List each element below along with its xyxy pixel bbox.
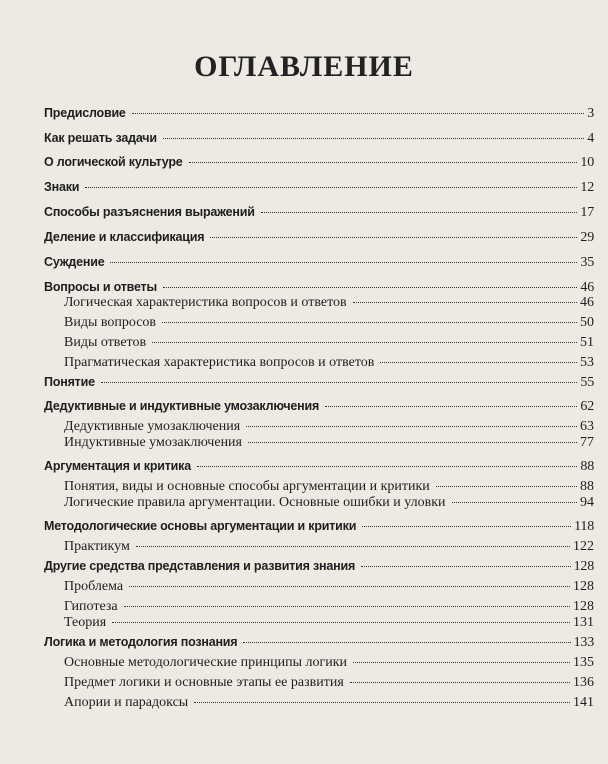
dot-leader — [110, 262, 577, 263]
toc-entry-title: Теория — [64, 615, 107, 630]
dot-leader — [162, 322, 577, 323]
toc-page-number: 128 — [573, 559, 594, 574]
dot-leader — [362, 526, 571, 527]
toc-section-entry — [64, 495, 594, 515]
toc-entry-title: Суждение — [44, 255, 105, 269]
dot-leader — [246, 426, 577, 427]
toc-page-number: 118 — [574, 519, 594, 534]
toc-page-number: 10 — [580, 155, 594, 170]
toc-entry-title: Проблема — [64, 579, 124, 594]
dot-leader — [189, 162, 578, 163]
toc-chapter-entry — [44, 205, 594, 225]
toc-section-entry — [64, 675, 594, 695]
toc-entry-title: Методологические основы аргументации и критики — [44, 519, 357, 533]
toc-page-number: 55 — [580, 375, 594, 390]
toc-section-entry — [64, 615, 594, 635]
toc-section-entry — [64, 295, 594, 315]
toc-page-number: 135 — [573, 655, 594, 670]
toc-entry-title: Вопросы и ответы — [44, 280, 157, 294]
toc-chapter-entry — [44, 519, 594, 539]
dot-leader — [248, 442, 577, 443]
dot-leader — [243, 642, 570, 643]
toc-page-number: 12 — [580, 180, 594, 195]
toc-entry-title: Другие средства представления и развития знания — [44, 559, 356, 573]
toc-page-number: 77 — [580, 435, 594, 450]
dot-leader — [132, 113, 585, 114]
toc-page-number: 62 — [580, 399, 594, 414]
toc-section-entry — [64, 315, 594, 335]
toc-page-number: 46 — [580, 295, 594, 310]
toc-chapter-entry — [44, 559, 594, 579]
toc-entry-title: Прагматическая характеристика вопросов и ответов — [64, 355, 375, 370]
toc-entry-title: Предмет логики и основные этапы ее развития — [64, 675, 344, 690]
toc-chapter-entry — [44, 230, 594, 250]
toc-entry-title: Логические правила аргументации. Основные ошибки и уловки — [64, 495, 446, 510]
toc-entry-title: Гипотеза — [64, 599, 118, 614]
toc-page-number: 94 — [580, 495, 594, 510]
toc-entry-title: Апории и парадоксы — [64, 695, 189, 710]
dot-leader — [152, 342, 577, 343]
dot-leader — [101, 382, 578, 383]
toc-entry-title: Индуктивные умозаключения — [64, 435, 242, 450]
toc-chapter-entry — [44, 180, 594, 200]
dot-leader — [85, 187, 577, 188]
toc-entry-title: Способы разъяснения выражений — [44, 205, 255, 219]
toc-entry-title: Практикум — [64, 539, 130, 554]
toc-entry-title: Логика и методология познания — [44, 635, 238, 649]
toc-chapter-entry — [44, 375, 594, 395]
toc-page-number: 29 — [580, 230, 594, 245]
dot-leader — [194, 702, 570, 703]
toc-section-entry — [64, 579, 594, 599]
toc-entry-title: Понятия, виды и основные способы аргументации и критики — [64, 479, 430, 494]
toc-page-number: 50 — [580, 315, 594, 330]
dot-leader — [353, 302, 577, 303]
toc-entry-title: Предисловие — [44, 106, 126, 120]
toc-entry-title: Деление и классификация — [44, 230, 205, 244]
dot-leader — [353, 662, 570, 663]
toc-section-entry — [64, 539, 594, 559]
toc-entry-title: Аргументация и критика — [44, 459, 191, 473]
dot-leader — [112, 622, 570, 623]
toc-entry-title: Виды ответов — [64, 335, 147, 350]
dot-leader — [452, 502, 577, 503]
toc-page-number: 122 — [573, 539, 594, 554]
toc-entry-title: Дедуктивные и индуктивные умозаключения — [44, 399, 320, 413]
toc-section-entry — [64, 355, 594, 375]
dot-leader — [361, 566, 571, 567]
toc-page-number: 53 — [580, 355, 594, 370]
toc-entry-title: Знаки — [44, 180, 80, 194]
toc-section-entry — [64, 435, 594, 455]
dot-leader — [380, 362, 577, 363]
toc-page-number: 17 — [580, 205, 594, 220]
dot-leader — [163, 138, 584, 139]
toc-entry-title: Виды вопросов — [64, 315, 157, 330]
toc-section-entry — [64, 335, 594, 355]
dot-leader — [325, 406, 577, 407]
toc-section-entry — [64, 695, 594, 715]
dot-leader — [136, 546, 570, 547]
dot-leader — [163, 287, 577, 288]
dot-leader — [124, 606, 570, 607]
page-title: ОГЛАВЛЕНИЕ — [194, 50, 414, 83]
dot-leader — [197, 466, 577, 467]
dot-leader — [350, 682, 570, 683]
toc-page-number: 4 — [587, 131, 594, 146]
toc-page-number: 88 — [580, 479, 594, 494]
toc-page-number: 3 — [587, 106, 594, 121]
toc-page-number: 141 — [573, 695, 594, 710]
toc-page-number: 63 — [580, 419, 594, 434]
toc-entry-title: Понятие — [44, 375, 95, 389]
dot-leader — [436, 486, 577, 487]
toc-chapter-entry — [44, 399, 594, 419]
toc-entry-title: Как решать задачи — [44, 131, 157, 145]
toc-entry-title: О логической культуре — [44, 155, 183, 169]
toc-page-number: 35 — [580, 255, 594, 270]
toc-chapter-entry — [44, 635, 594, 655]
toc-entry-title: Логическая характеристика вопросов и ответов — [64, 295, 347, 310]
toc-page-number: 88 — [580, 459, 594, 474]
toc-page-number: 51 — [580, 335, 594, 350]
toc-page-number: 131 — [573, 615, 594, 630]
toc-page-number: 136 — [573, 675, 594, 690]
dot-leader — [261, 212, 578, 213]
toc-chapter-entry — [44, 459, 594, 479]
toc-entry-title: Основные методологические принципы логики — [64, 655, 348, 670]
dot-leader — [210, 237, 577, 238]
toc-chapter-entry — [44, 106, 594, 126]
toc-page-number: 128 — [573, 599, 594, 614]
toc-page-number: 133 — [573, 635, 594, 650]
toc-page-number: 128 — [573, 579, 594, 594]
toc-page-number: 46 — [580, 280, 594, 295]
toc-entry-title: Дедуктивные умозаключения — [64, 419, 241, 434]
dot-leader — [129, 586, 570, 587]
toc-section-entry — [64, 655, 594, 675]
toc-chapter-entry — [44, 155, 594, 175]
toc-chapter-entry — [44, 255, 594, 275]
toc-chapter-entry — [44, 131, 594, 151]
